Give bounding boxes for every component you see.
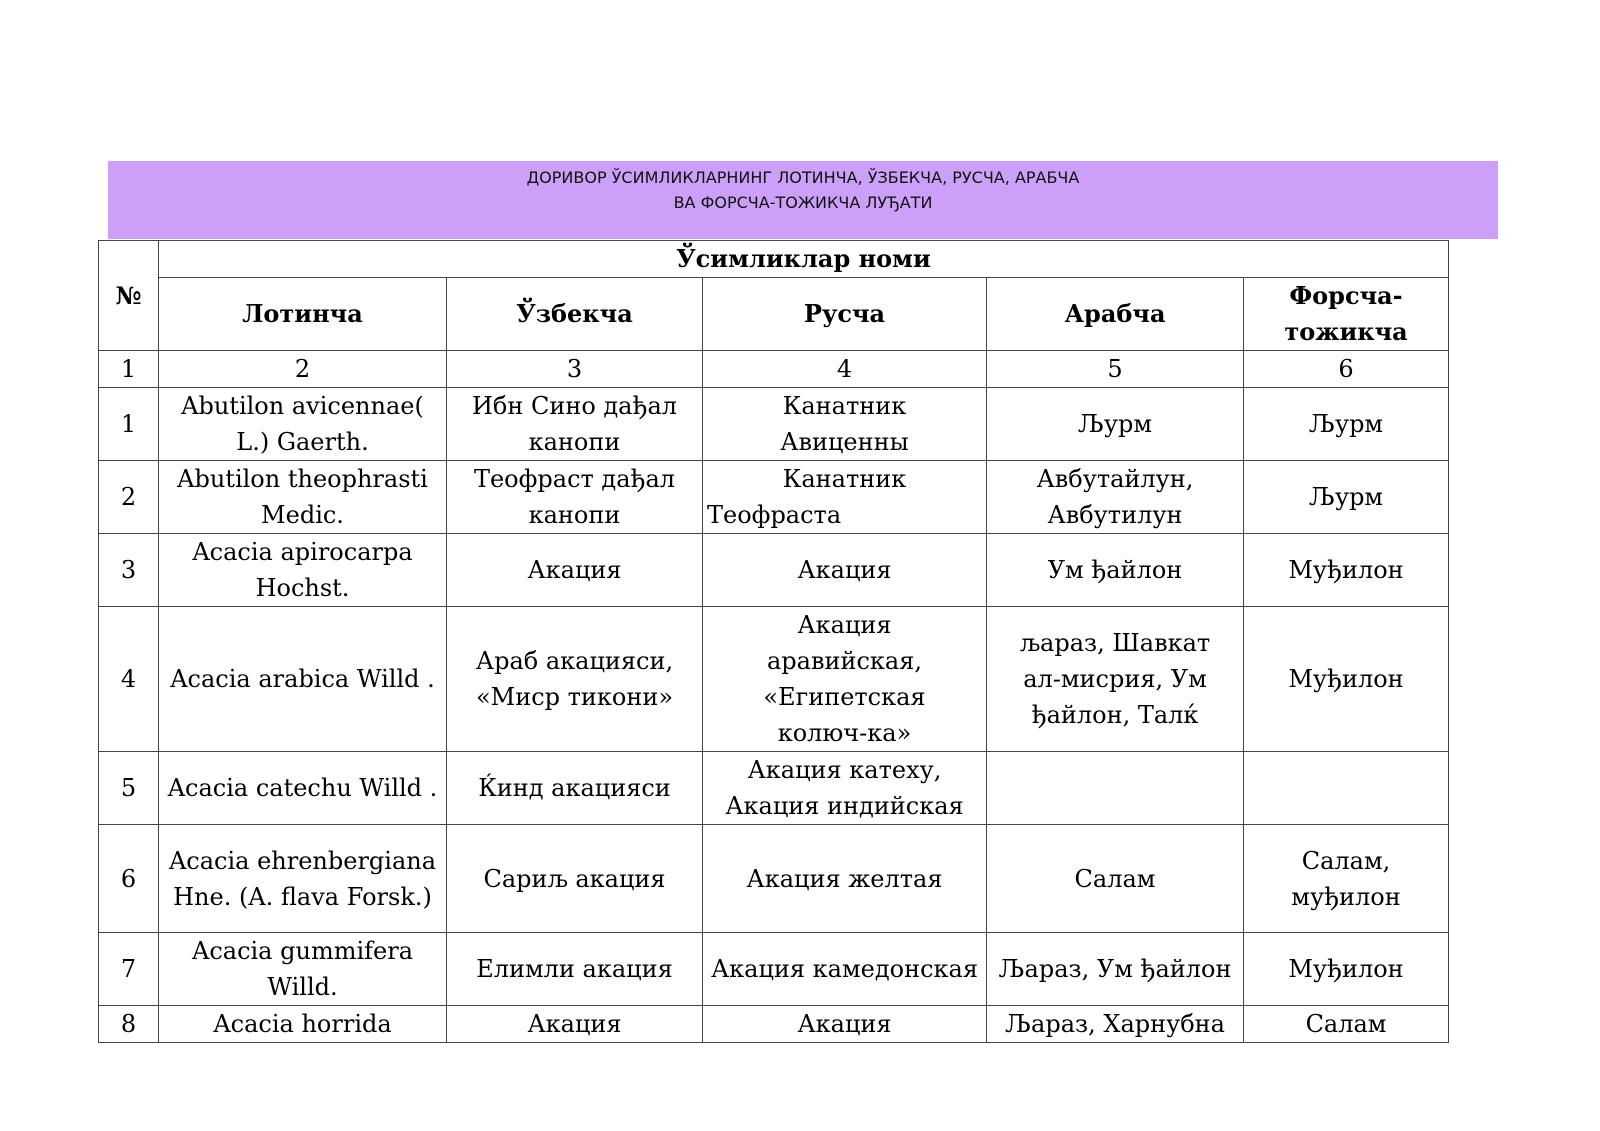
column-number: 1	[99, 351, 159, 388]
russian-name-line1: Канатник	[782, 465, 907, 493]
column-number-row	[99, 351, 1449, 388]
uzbek-name: Теофраст дађал канопи	[447, 461, 703, 534]
persian-name: Муђилон	[1244, 607, 1449, 752]
arabic-name	[987, 752, 1244, 825]
row-number: 1	[99, 388, 159, 461]
number-column-header: №	[99, 241, 159, 351]
column-header-latin: Лотинча	[159, 278, 447, 351]
latin-name: Acacia gummifera Willd.	[159, 933, 447, 1006]
plant-names-group-header: Ўсимликлар номи	[159, 241, 1449, 278]
russian-name: Акация желтая	[703, 825, 987, 933]
column-header-russian: Русча	[703, 278, 987, 351]
row-number: 7	[99, 933, 159, 1006]
uzbek-name: Сариљ акация	[447, 825, 703, 933]
table-row	[99, 534, 1449, 607]
row-number: 8	[99, 1006, 159, 1043]
table-row	[99, 1006, 1449, 1043]
persian-name: Муђилон	[1244, 933, 1449, 1006]
arabic-name: љараз, Шавкат ал-мисрия, Ум ђайлон, Талќ	[987, 607, 1244, 752]
arabic-name: Ум ђайлон	[987, 534, 1244, 607]
table-row	[99, 388, 1449, 461]
column-number: 5	[987, 351, 1244, 388]
row-number: 3	[99, 534, 159, 607]
uzbek-name: Акация	[447, 534, 703, 607]
uzbek-name: Елимли акация	[447, 933, 703, 1006]
latin-name: Acacia ehrenbergiana Hne. (A. flava Forsk.)	[159, 825, 447, 933]
latin-name: Abutilon avicennae( L.) Gaerth.	[159, 388, 447, 461]
russian-name: Акация аравийская, «Египетская колюч-ка»	[703, 607, 987, 752]
persian-name: Љурм	[1244, 388, 1449, 461]
table-row	[99, 461, 1449, 534]
persian-name: Муђилон	[1244, 534, 1449, 607]
arabic-name: Авбутайлун, Авбутилун	[987, 461, 1244, 534]
column-header-persian: Форсча-тожикча	[1244, 278, 1449, 351]
row-number: 2	[99, 461, 159, 534]
row-number: 4	[99, 607, 159, 752]
russian-name: Акация камедонская	[703, 933, 987, 1006]
column-number: 6	[1244, 351, 1449, 388]
row-number: 5	[99, 752, 159, 825]
uzbek-name: Араб акацияси, «Миср тикони»	[447, 607, 703, 752]
title-line-1: ДОРИВОР ЎСИМЛИКЛАРНИНГ ЛОТИНЧА, ЎЗБЕКЧА, РУСЧА, АРАБЧА	[526, 168, 1080, 187]
persian-name: Салам, муђилон	[1244, 825, 1449, 933]
latin-name: Acacia horrida	[159, 1006, 447, 1043]
latin-name: Acacia catechu Willd .	[159, 752, 447, 825]
arabic-name: Љараз, Харнубна	[987, 1006, 1244, 1043]
arabic-name: Љараз, Ум ђайлон	[987, 933, 1244, 1006]
column-header-uzbek: Ўзбекча	[447, 278, 703, 351]
table-row	[99, 933, 1449, 1006]
table-row	[99, 752, 1449, 825]
column-header-arabic: Арабча	[987, 278, 1244, 351]
russian-name: Акация катеху, Акация индийская	[703, 752, 987, 825]
row-number: 6	[99, 825, 159, 933]
russian-name: Акация	[703, 534, 987, 607]
latin-name: Acacia apirocarpa Hochst.	[159, 534, 447, 607]
header-row-columns	[99, 278, 1449, 351]
russian-name: Акация	[703, 1006, 987, 1043]
russian-name: Канатник Авиценны	[703, 388, 987, 461]
arabic-name: Љурм	[987, 388, 1244, 461]
russian-name	[703, 461, 987, 534]
uzbek-name: Ибн Сино дађал канопи	[447, 388, 703, 461]
column-number: 3	[447, 351, 703, 388]
uzbek-name: Ќинд акацияси	[447, 752, 703, 825]
latin-name: Acacia arabica Willd .	[159, 607, 447, 752]
column-number: 4	[703, 351, 987, 388]
header-row-group	[99, 241, 1449, 278]
column-number: 2	[159, 351, 447, 388]
document-title-banner	[108, 161, 1498, 239]
latin-name: Abutilon theophrasti Medic.	[159, 461, 447, 534]
uzbek-name: Акация	[447, 1006, 703, 1043]
persian-name: Љурм	[1244, 461, 1449, 534]
table-row	[99, 825, 1449, 933]
title-line-2: ВА ФОРСЧА-ТОЖИКЧА ЛУЂАТИ	[673, 193, 933, 212]
persian-name	[1244, 752, 1449, 825]
russian-name-line2: Теофраста	[707, 501, 842, 529]
arabic-name: Салам	[987, 825, 1244, 933]
persian-name: Салам	[1244, 1006, 1449, 1043]
table-row	[99, 607, 1449, 752]
plant-names-table	[98, 240, 1449, 1043]
